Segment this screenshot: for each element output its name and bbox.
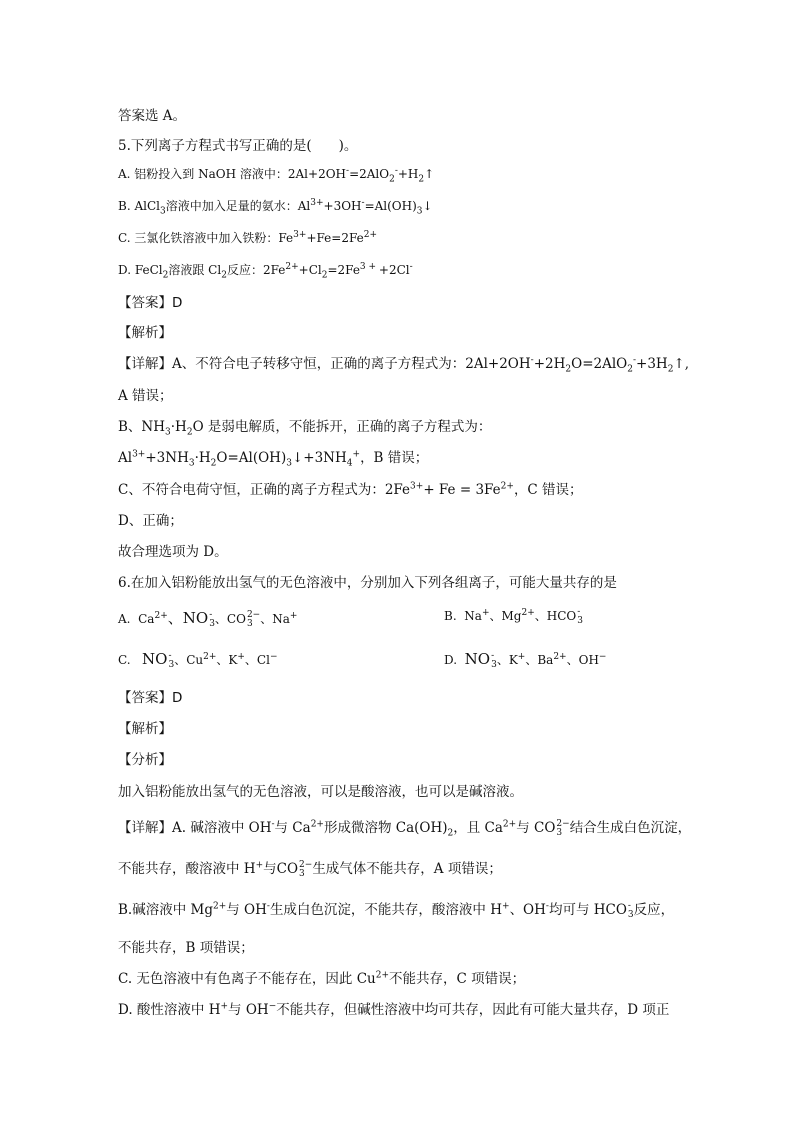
answer-label: 【答案】D — [118, 295, 183, 311]
text-line: A 错误； — [118, 388, 173, 404]
option-6c: C. NO - 3 、$Cu^{2+}$、K+、Cl− — [118, 650, 278, 670]
text-line: 故合理选项为 D。 — [118, 544, 228, 560]
text-line: D. 酸性溶液中 H+与 OH−不能共存，但碱性溶液中均可共存，因此有可能大量共存，D 项正 — [118, 1001, 670, 1018]
fenxi-label: 【分析】 — [118, 752, 172, 768]
text-line: C、不符合电荷守恒，正确的离子方程式为：$2Fe^{3+}+ Fe = 3Fe^{2+}$，C 错误； — [118, 481, 583, 498]
text-line: 加入铝粉能放出氢气的无色溶液，可以是酸溶液，也可以是碱溶液。 — [118, 784, 523, 800]
option-5c: C. 三氯化铁溶液中加入铁粉：$Fe^{3+}+Fe=2Fe^{2+}$ — [118, 230, 378, 245]
analysis-label: 【解析】 — [118, 325, 172, 341]
detail-line: 【详解】A、不符合电子转移守恒，正确的离子方程式为：$2Al+2OH^-+2H_2O=2AlO_2^-+3H_2↑$, — [118, 355, 690, 375]
option-5a: A. 铝粉投入到 NaOH 溶液中：$2Al+2OH^-=2AlO_2^-+H_2↑$ — [118, 166, 435, 185]
option-5d: D. FeCl$_2$溶液跟 $Cl_2$反应：$2Fe^{2+}+Cl_2=2Fe^{3 +} +2Cl^-$ — [118, 262, 413, 281]
option-5b: B. AlCl$_3$溶液中加入足量的氨水：$Al^{3+}+3OH^-=Al(OH)_3↓$ — [118, 198, 433, 217]
detail-line: 【详解】A. 碱溶液中 OH-与 $Ca^{2+}$形成微溶物 $Ca(OH)_2$，且 $Ca^{2+}$与 CO 2− 3 结合生成白色沉淀， — [118, 818, 692, 839]
text-line: D、正确； — [118, 513, 183, 529]
option-6a: A. $Ca^{2+}$、NO - 3 、CO 2− 3 、Na+ — [118, 609, 298, 629]
option-6b: B. Na+、$Mg^{2+}$、HCO - 3 — [444, 606, 583, 626]
text-line: 不能共存，B 项错误； — [118, 940, 254, 956]
text-line: 不能共存，酸溶液中 H+与CO 2− 3 生成气体不能共存，A 项错误； — [118, 859, 502, 879]
option-6d: D. NO - 3 、K+、$Ba^{2+}$、OH− — [444, 650, 607, 670]
text-line: $Al^{3+}+3NH_3\cdot H_2O=Al(OH)_3↓+3NH_4^+$，B 错误； — [118, 449, 429, 469]
text-line: 答案选 A。 — [118, 108, 187, 124]
question-5: 5.下列离子方程式书写正确的是( )。 — [118, 138, 358, 154]
text-line: B、$NH_3\cdot H_2O$ 是弱电解质，不能拆开，正确的离子方程式为： — [118, 419, 492, 438]
text-line: B.碱溶液中 $Mg^{2+}$与 OH-生成白色沉淀，不能共存，酸溶液中 H+、OH-均可与 HCO - 3 反应， — [118, 900, 675, 920]
question-6: 6.在加入铝粉能放出氢气的无色溶液中，分别加入下列各组离子，可能大量共存的是 — [118, 575, 617, 591]
text-line: C. 无色溶液中有色离子不能存在，因此 $Cu^{2+}$不能共存，C 项错误； — [118, 970, 526, 987]
answer-label: 【答案】D — [118, 690, 183, 706]
analysis-label: 【解析】 — [118, 721, 172, 737]
